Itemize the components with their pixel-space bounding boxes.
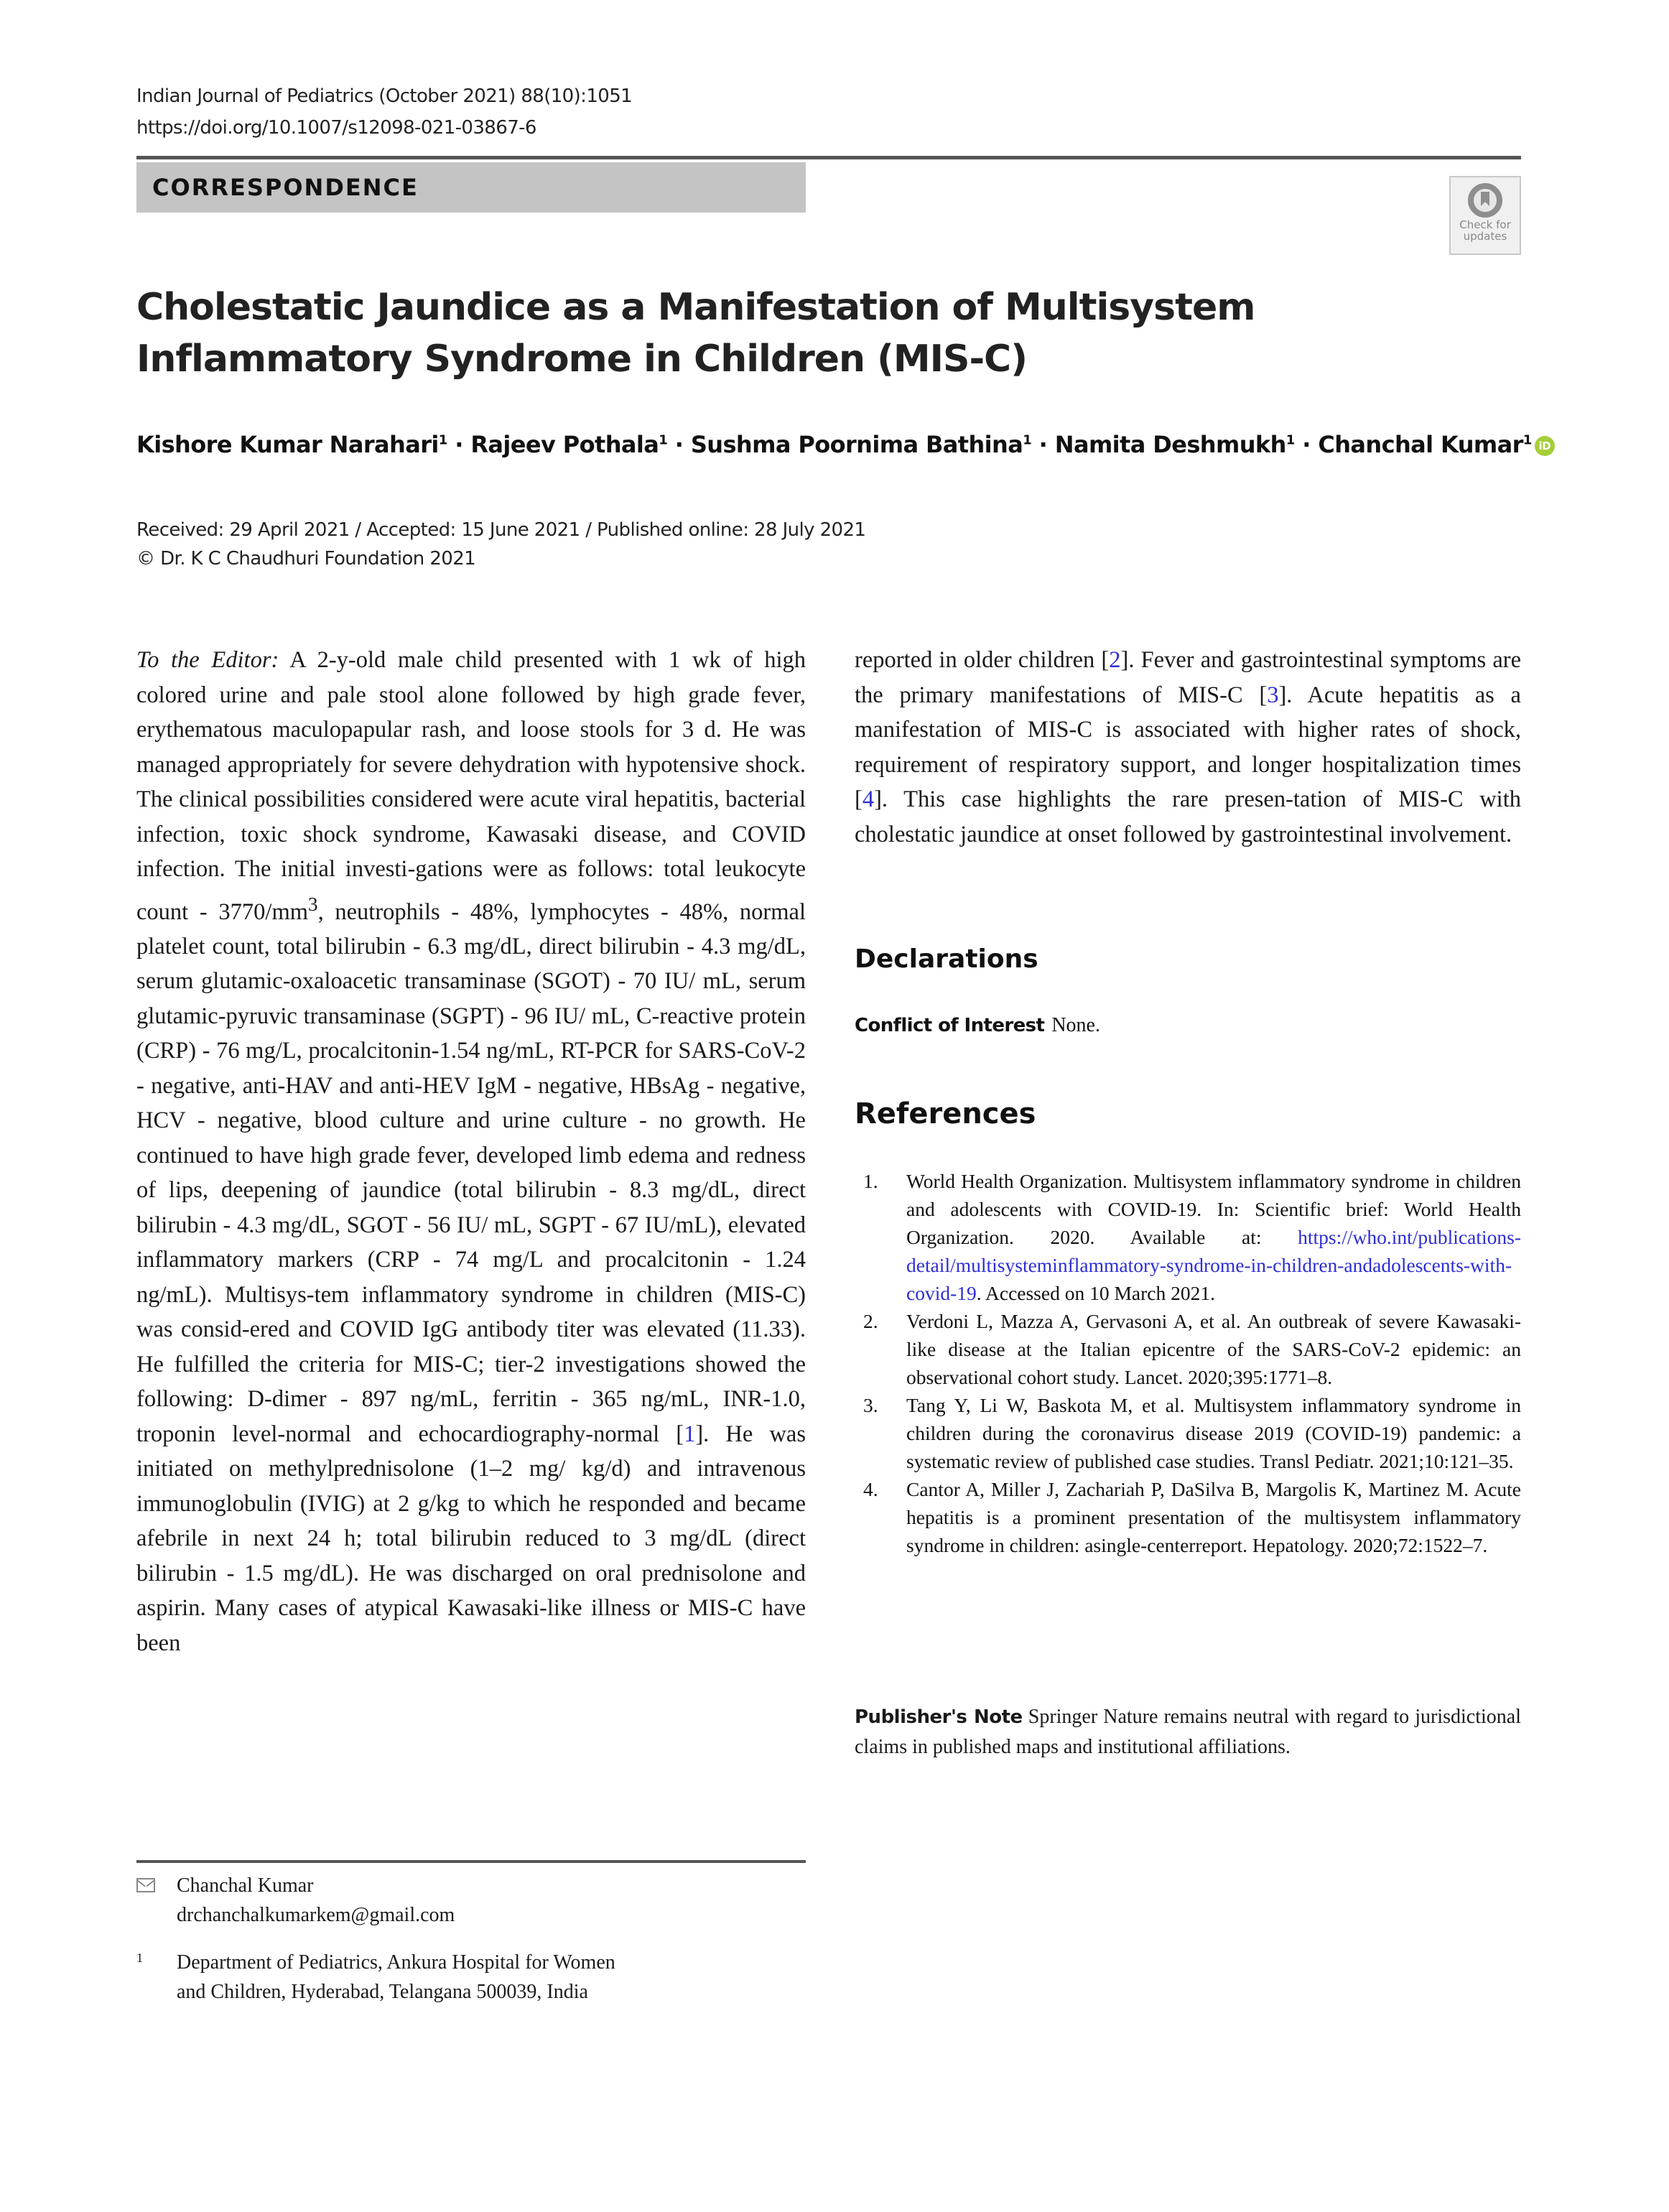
crossmark-icon xyxy=(1468,183,1502,218)
author-name[interactable]: Sushma Poornima Bathina xyxy=(690,431,1023,458)
citation-link-3[interactable]: 3 xyxy=(1267,682,1279,708)
superscript: 3 xyxy=(308,893,318,915)
affiliation-line: and Children, Hyderabad, Telangana 500039, India xyxy=(177,1981,588,2003)
received-accepted-published: Received: 29 April 2021 / Accepted: 15 June 2021 / Published online: 28 July 2021 xyxy=(136,519,866,541)
body-text: reported in older children [ xyxy=(855,647,1110,673)
references-heading: References xyxy=(855,1097,1036,1130)
body-text: A 2-y-old male child presented with 1 wk of high colored urine and pale stool alone followed by high grade fever, erythematous maculopapular rash, and loose stools for 3 d. He was managed appropriately for severe dehydration with hypotensive shock. The clinical possibilities considered were acute viral hepatitis, bacterial infection, toxic shock syndrome, Kawasaki disease, and COVID infection. The initial investi-gations were as follows: total leukocyte count - 3770/mm xyxy=(136,647,806,925)
check-for-updates-badge[interactable] xyxy=(1449,176,1521,255)
author-name[interactable]: Chanchal Kumar xyxy=(1318,431,1523,458)
section-bar xyxy=(136,162,806,213)
citation-link-4[interactable]: 4 xyxy=(862,786,875,812)
reference-url-link[interactable]: https://who.int/publications-detail/multisysteminflammatory-syndrome-in-children-andadolescents-with-covid-19 xyxy=(906,1226,1521,1304)
body-text: ]. Acute hepatitis as a manifestation of MIS-C is associated with higher rates of shock, requirement of respiratory support, and longer hospitalization times [ xyxy=(855,682,1521,812)
declarations-heading: Declarations xyxy=(855,944,1038,974)
body-text: ]. Fever and gastrointestinal symptoms are the primary manifestations of MIS-C [ xyxy=(855,647,1522,708)
orcid-icon[interactable]: iD xyxy=(1535,436,1555,456)
reference-text: . Accessed on 10 March 2021. xyxy=(976,1282,1215,1304)
body-text: ]. This case highlights the rare presen-tation of MIS-C with cholestatic jaundice at onset followed by gastrointestinal involvement. xyxy=(855,786,1521,847)
body-column-left xyxy=(136,643,806,1660)
author-separator: · xyxy=(1294,431,1319,458)
author-separator: · xyxy=(447,431,471,458)
affiliation-footnote xyxy=(136,1948,615,2007)
coi-label: Conflict of Interest xyxy=(855,1015,1045,1036)
citation-link-1[interactable]: 1 xyxy=(684,1421,696,1447)
journal-header xyxy=(136,80,632,144)
reference-number: 1. xyxy=(863,1170,878,1192)
author-name[interactable]: Namita Deshmukh xyxy=(1054,431,1286,458)
author-name[interactable]: Kishore Kumar Narahari xyxy=(136,431,439,458)
reference-item xyxy=(855,1307,1521,1391)
publishers-note-label: Publisher's Note xyxy=(855,1706,1023,1728)
body-paragraph xyxy=(136,643,806,1660)
header-rule xyxy=(136,156,1521,159)
reference-item xyxy=(855,1391,1521,1475)
affiliation-marker: 1 xyxy=(659,432,668,448)
affiliation-marker: 1 xyxy=(1522,432,1532,448)
reference-number: 4. xyxy=(863,1478,878,1500)
journal-citation: Indian Journal of Pediatrics (October 2021) 88(10):1051 xyxy=(136,85,633,107)
reference-item xyxy=(855,1167,1521,1307)
author-name[interactable]: Rajeev Pothala xyxy=(470,431,659,458)
corresponding-author xyxy=(136,1871,455,1930)
footnote-rule xyxy=(136,1860,806,1863)
author-separator: · xyxy=(1031,431,1055,458)
author-list xyxy=(136,431,1555,458)
crossmark-line1: Check for xyxy=(1459,218,1511,231)
body-text: , neutrophils - 48%, lymphocytes - 48%, normal platelet count, total bilirubin - 6.3 mg/dL, direct bilirubin - 4.3 mg/dL, serum glutamic-oxaloacetic transaminase (SGOT) - 70 IU/ mL, serum glutamic-pyruvic transaminase (SGPT) - 96 IU/ mL, C-reactive protein (CRP) - 76 mg/L, procalcitonin-1.54 ng/mL, RT-PCR for SARS-CoV-2 - negative, anti-HAV and anti-HEV IgM - negative, HBsAg - negative, HCV - negative, blood culture and urine culture - no growth. He continued to have high grade fever, developed limb edema and redness of lips, deepening of jaundice (total bilirubin - 8.3 mg/dL, direct bilirubin - 4.3 mg/dL, SGOT - 56 IU/ mL, SGPT - 67 IU/mL), elevated inflammatory markers (CRP - 74 mg/L and procalcitonin - 1.24 ng/mL). Multisys-tem inflammatory syndrome in children (MIS-C) was consid-ered and COVID IgG antibody titer was elevated (11.33). He fulfilled the criteria for MIS-C; tier-2 investigations showed the following: D-dimer - 897 ng/mL, ferritin - 365 ng/mL, INR-1.0, troponin level-normal and echocardiography-normal [ xyxy=(136,898,806,1447)
copyright-line: © Dr. K C Chaudhuri Foundation 2021 xyxy=(136,548,476,570)
affiliation-marker: 1 xyxy=(438,432,447,448)
reference-number: 2. xyxy=(863,1310,878,1332)
affiliation-marker: 1 xyxy=(1286,432,1295,448)
reference-text: Tang Y, Li W, Baskota M, et al. Multisystem inflammatory syndrome in children during the coronavirus disease 2019 (COVID-19) pandemic: a systematic review of published case studies. Transl Pediatr. 2021;10:121–35. xyxy=(906,1394,1521,1472)
salutation: To the Editor: xyxy=(136,647,279,673)
reference-item xyxy=(855,1475,1521,1559)
conflict-of-interest xyxy=(855,1014,1100,1037)
section-label: CORRESPONDENCE xyxy=(152,174,419,201)
citation-link-2[interactable]: 2 xyxy=(1109,647,1121,673)
coi-value: None. xyxy=(1051,1014,1100,1036)
doi-link[interactable]: https://doi.org/10.1007/s12098-021-03867-6 xyxy=(136,117,536,139)
publishers-note-text: Springer Nature remains neutral with regard to jurisdictional claims in published maps and institutional affiliations. xyxy=(855,1706,1521,1758)
reference-text: Verdoni L, Mazza A, Gervasoni A, et al. An outbreak of severe Kawasaki-like disease at the Italian epicentre of the SARS-CoV-2 epidemic: an observational cohort study. Lancet. 2020;395:1771–8. xyxy=(906,1310,1521,1388)
crossmark-line2: updates xyxy=(1463,230,1507,243)
body-column-right xyxy=(855,643,1521,852)
affiliation-line: Department of Pediatrics, Ankura Hospital for Women xyxy=(177,1951,615,1974)
reference-list xyxy=(855,1167,1521,1559)
affiliation-marker: 1 xyxy=(1023,432,1032,448)
reference-text: Cantor A, Miller J, Zachariah P, DaSilva B, Margolis K, Martinez M. Acute hepatitis is a prominent presentation of the multisystem inflammatory syndrome in children: asingle-centerreport. Hepatology. 2020;72:1522–7. xyxy=(906,1478,1521,1556)
publication-dates xyxy=(136,516,865,573)
body-text: ]. He was initiated on methylprednisolone (1–2 mg/ kg/d) and intravenous immunoglobulin (IVIG) at 2 g/kg to which he responded and became afebrile in next 24 h; total bilirubin reduced to 3 mg/dL (direct bilirubin - 1.5 mg/dL). He was discharged on oral prednisolone and aspirin. Many cases of atypical Kawasaki-like illness or MIS-C have been xyxy=(136,1421,806,1656)
corresponding-name: Chanchal Kumar xyxy=(177,1874,314,1897)
author-separator: · xyxy=(667,431,691,458)
reference-text: World Health Organization. Multisystem inflammatory syndrome in children and adolescents with COVID-19. In: Scientific brief: World Health Organization. 2020. Available at: xyxy=(906,1170,1521,1248)
publishers-note xyxy=(855,1702,1521,1762)
body-paragraph xyxy=(855,643,1521,852)
affiliation-marker: 1 xyxy=(136,1951,143,1965)
corresponding-email[interactable]: drchanchalkumarkem@gmail.com xyxy=(177,1904,455,1926)
reference-number: 3. xyxy=(863,1394,878,1416)
article-title: Cholestatic Jaundice as a Manifestation of Multisystem Inflammatory Syndrome in Children (MIS-C) xyxy=(136,286,1255,381)
envelope-icon xyxy=(136,1878,155,1892)
